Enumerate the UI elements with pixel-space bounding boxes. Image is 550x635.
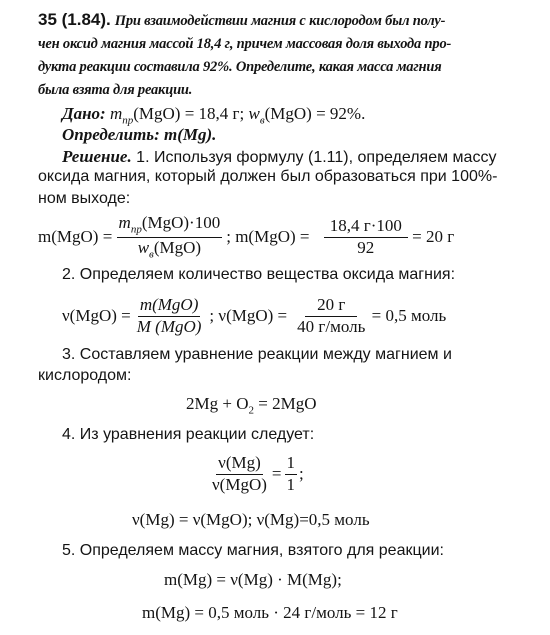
step1-text-3: ном выходе: bbox=[38, 190, 131, 207]
eq4-rnum: 1 bbox=[285, 454, 298, 475]
eq2-num: m(MgO) bbox=[138, 296, 201, 317]
eq4-eq: = bbox=[271, 464, 282, 483]
problem-text-3: дукта реакции составила 92%. Определите, какая масса магния bbox=[38, 59, 442, 75]
problem-line-1 bbox=[38, 8, 451, 33]
step3-text-1: 3. Составляем уравнение реакции между магнием и bbox=[62, 346, 452, 363]
eq1-den-w: w bbox=[137, 237, 150, 257]
eq3-sub: 2 bbox=[248, 404, 254, 417]
equation-5 bbox=[164, 570, 342, 590]
equation-6 bbox=[142, 603, 398, 623]
eq1b-num: 18,4 г·100 bbox=[324, 217, 408, 238]
eq2b-fraction bbox=[295, 296, 367, 336]
given-mgo-mass: (MgO) = 18,4 г; bbox=[133, 104, 245, 123]
equation-3 bbox=[186, 394, 316, 416]
given-label: Дано: bbox=[62, 104, 106, 123]
given-w-sub: в bbox=[259, 114, 265, 127]
problem-number: 35 (1.84). bbox=[38, 10, 111, 29]
step1-text-2: оксида магния, который должен был образоваться при 100%- bbox=[38, 168, 498, 185]
step2-text: 2. Определяем количество вещества оксида магния: bbox=[62, 266, 456, 283]
eq1b-fraction bbox=[324, 217, 408, 257]
equation-1 bbox=[38, 212, 454, 262]
eq1b-den: 92 bbox=[357, 237, 375, 257]
eq2-lhs: ν(MgO) = bbox=[62, 306, 131, 325]
given-w: w bbox=[248, 104, 260, 123]
eq2-den: M (MgO) bbox=[136, 316, 202, 336]
eq2b-result: = 0,5 моль bbox=[371, 306, 447, 325]
eq6-text: m(Mg) = 0,5 моль · 24 г/моль = 12 г bbox=[142, 603, 398, 622]
eq2-fraction bbox=[135, 296, 204, 336]
step3-text-2: кислородом: bbox=[38, 367, 132, 384]
eq3-a: 2Mg + O bbox=[186, 394, 249, 413]
eq5-text: m(Mg) = ν(Mg) · M(Mg); bbox=[164, 570, 342, 589]
equation-4b: ν(Mg) = ν(MgO); ν(Mg)=0,5 моль bbox=[132, 510, 370, 529]
step5-text: 5. Определяем массу магния, взятого для реакции: bbox=[62, 542, 444, 559]
given-m-sub: пр bbox=[122, 114, 134, 127]
step4-text: 4. Из уравнения реакции следует: bbox=[62, 426, 315, 443]
eq4-num: ν(Mg) bbox=[216, 454, 263, 475]
given-m: m bbox=[109, 104, 123, 123]
eq1-den-sub: в bbox=[149, 247, 154, 260]
eq2b-num: 20 г bbox=[305, 296, 357, 317]
eq2b-den: 40 г/моль bbox=[297, 316, 366, 336]
eq1-num-sub: пр bbox=[130, 223, 142, 236]
given-line bbox=[62, 104, 365, 126]
eq1-fraction bbox=[117, 214, 223, 260]
eq2b-lhs: ν(MgO) = bbox=[218, 306, 288, 325]
eq4-sep: ; bbox=[299, 464, 304, 483]
problem-text-2: чен оксид магния массой 18,4 г, причем массовая доля выхода про- bbox=[38, 36, 452, 52]
eq1-den-rest: (MgO) bbox=[153, 237, 202, 257]
eq4-right-fraction bbox=[285, 454, 298, 494]
find-line bbox=[62, 125, 216, 145]
solution-step-1 bbox=[62, 146, 496, 169]
eq2-sep: ; bbox=[209, 306, 215, 325]
equation-4 bbox=[210, 450, 304, 498]
problem-text-4: была взята для реакции. bbox=[38, 82, 193, 98]
eq1b-lhs: m(MgO) = bbox=[235, 227, 310, 246]
eq1b-result: = 20 г bbox=[412, 227, 455, 246]
solution-label: Решение. bbox=[62, 147, 132, 166]
eq1-sep: ; bbox=[226, 227, 231, 246]
find-label: Определить: bbox=[62, 125, 160, 144]
problem-statement bbox=[38, 8, 451, 102]
eq1-num-m: m bbox=[118, 213, 131, 233]
eq1-num-rest: (MgO)·100 bbox=[141, 213, 221, 233]
given-mgo-yield: (MgO) = 92%. bbox=[264, 104, 366, 123]
eq4-rden: 1 bbox=[286, 474, 295, 494]
eq3-b: = 2MgO bbox=[253, 394, 317, 413]
eq4-fraction bbox=[210, 454, 269, 494]
equation-2 bbox=[62, 291, 446, 341]
eq4-den: ν(MgO) bbox=[212, 474, 267, 494]
find-value: m(Mg). bbox=[164, 125, 217, 144]
eq1-lhs: m(MgO) = bbox=[38, 227, 113, 246]
problem-text-1: При взаимодействии магния с кислородом был полу- bbox=[114, 13, 446, 29]
step1-text-1: 1. Используя формулу (1.11), определяем массу bbox=[136, 149, 497, 166]
